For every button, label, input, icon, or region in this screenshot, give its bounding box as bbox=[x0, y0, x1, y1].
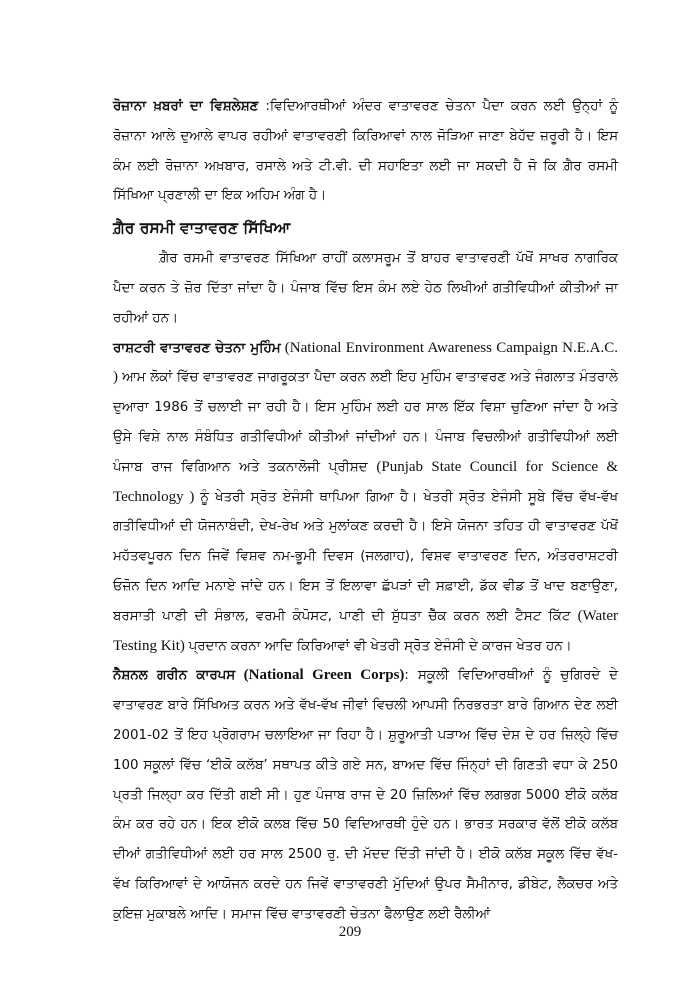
paragraph-text: ਪ੍ਰਦਾਨ ਕਰਨਾ ਆਦਿ ਕਿਰਿਆਵਾਂ ਵੀ ਖੇਤਰੀ ਸ੍ਰੋਤ ਏਜੰਸੀ ਦੇ ਕਾਰਜ ਖੇਤਰ ਹਨ। bbox=[188, 638, 572, 654]
english-term-pscst: (Punjab State Council for Science & Technology ) bbox=[113, 458, 619, 505]
english-term-neac: (National Environment Awareness Campaign N.E.A.C. ) bbox=[113, 339, 618, 386]
english-term-ngc: (National Green Corps) bbox=[235, 667, 405, 684]
term-neac: ਰਾਸ਼ਟਰੀ ਵਾਤਾਵਰਣ ਚੇਤਨਾ ਮੁਹਿੰਮ bbox=[113, 340, 281, 356]
paragraph-neac bbox=[113, 334, 618, 662]
term-daily-news-analysis: ਰੋਜ਼ਾਨਾ ਖ਼ਬਰਾਂ ਦਾ ਵਿਸ਼ਲੇਸ਼ਣ bbox=[113, 99, 259, 114]
paragraph-national-green-corps bbox=[113, 661, 618, 929]
english-term-water-testing-kit: (Water Testing Kit) bbox=[113, 607, 618, 654]
paragraph-text: ਆਮ ਲੋਕਾਂ ਵਿੱਚ ਵਾਤਾਵਰਣ ਜਾਗਰੂਕਤਾ ਪੈਦਾ ਕਰਨ ਲਈ ਇਹ ਮੁਹਿੰਮ ਵਾਤਾਵਰਣ ਅਤੇ ਜੰਗਲਾਤ ਮੰਤਰਾਲੇ ਦੁਆਰਾ 1986 ਤੋਂ ਚਲਾਈ ਜਾ ਰਹੀ ਹੈ। ਇਸ ਮੁਹਿੰਮ ਲਈ ਹਰ ਸਾਲ ਇੱਕ ਵਿਸ਼ਾ ਚੁਣਿਆ ਜਾਂਦਾ ਹੈ ਅਤੇ ਉਸੇ ਵਿਸ਼ੇ ਨਾਲ ਸੰਬੰਧਿਤ ਗਤੀਵਿਧੀਆਂ ਕੀਤੀਆਂ ਜਾਂਦੀਆਂ ਹਨ। ਪੰਜਾਬ ਵਿਚਲੀਆਂ ਗਤੀਵਿਧੀਆਂ ਲਈ ਪੰਜਾਬ ਰਾਜ ਵਿਗਿਆਨ ਅਤੇ ਤਕਨਾਲੋਜੀ ਪ੍ਰੀਸ਼ਦ bbox=[113, 370, 618, 475]
paragraph-text: ਨੂੰ ਖੇਤਰੀ ਸ੍ਰੋਤ ਏਜੰਸੀ ਥਾਪਿਆ ਗਿਆ ਹੈ। ਖੇਤਰੀ ਸ੍ਰੋਤ ਏਜੰਸੀ ਸੂਬੇ ਵਿੱਚ ਵੱਖ-ਵੱਖ ਗਤੀਵਿਧੀਆਂ ਦੀ ਯੋਜਨਾਬੰਦੀ, ਦੇਖ-ਰੇਖ ਅਤੇ ਮੁਲਾਂਕਣ ਕਰਦੀ ਹੈ। ਇਸੇ ਯੋਜਨਾ ਤਹਿਤ ਹੀ ਵਾਤਾਵਰਣ ਪੱਖੋਂ ਮਹੱਤਵਪੂਰਨ ਦਿਨ ਜਿਵੇਂ ਵਿਸ਼ਵ ਨਮ-ਭੂਮੀ ਦਿਵਸ (ਜਲਗਾਹ), ਵਿਸ਼ਵ ਵਾਤਾਵਰਣ ਦਿਨ, ਅੰਤਰਰਾਸ਼ਟਰੀ ਓਜ਼ੋਨ ਦਿਨ ਆਦਿ ਮਨਾਏ ਜਾਂਦੇ ਹਨ। ਇਸ ਤੋਂ ਇਲਾਵਾ ਛੱਪੜਾਂ ਦੀ ਸਫ਼ਾਈ, ਡੱਕ ਵੀਡ ਤੋਂ ਖਾਦ ਬਣਾਉਣਾ, ਬਰਸਾਤੀ ਪਾਣੀ ਦੀ ਸੰਭਾਲ, ਵਰਮੀ ਕੰਪੋਸਟ, ਪਾਣੀ ਦੀ ਸ਼ੁੱਧਤਾ ਚੈੱਕ ਕਰਨ ਲਈ ਟੈਸਟ ਕਿੱਟ bbox=[113, 489, 619, 624]
paragraph-text: :ਵਿਦਿਆਰਥੀਆਂ ਅੰਦਰ ਵਾਤਾਵਰਣ ਚੇਤਨਾ ਪੈਦਾ ਕਰਨ ਲਈ ਉਨ੍ਹਾਂ ਨੂੰ ਰੋਜ਼ਾਨਾ ਆਲੇ ਦੁਆਲੇ ਵਾਪਰ ਰਹੀਆਂ ਵਾਤਾਵਰਣੀ ਕਿਰਿਆਵਾਂ ਨਾਲ ਜੋੜਿਆ ਜਾਣਾ ਬੇਹੱਦ ਜ਼ਰੂਰੀ ਹੈ। ਇਸ ਕੰਮ ਲਈ ਰੋਜ਼ਾਨਾ ਅਖ਼ਬਾਰ, ਰਸਾਲੇ ਅਤੇ ਟੀ.ਵੀ. ਦੀ ਸਹਾਇਤਾ ਲਈ ਜਾ ਸਕਦੀ ਹੈ ਜੋ ਕਿ ਗ਼ੈਰ ਰਸਮੀ ਸਿੱਖਿਆ ਪ੍ਰਣਾਲੀ ਦਾ ਇਕ ਅਹਿਮ ਅੰਗ ਹੈ। bbox=[113, 99, 619, 204]
paragraph-nonformal-intro: ਗ਼ੈਰ ਰਸਮੀ ਵਾਤਾਵਰਣ ਸਿੱਖਿਆ ਰਾਹੀਂ ਕਲਾਸਰੂਮ ਤੋਂ ਬਾਹਰ ਵਾਤਾਵਰਣੀ ਪੱਖੋਂ ਸਾਖਰ ਨਾਗਰਿਕ ਪੈਦਾ ਕਰਨ ਤੇ ਜ਼ੋਰ ਦਿੱਤਾ ਜਾਂਦਾ ਹੈ। ਪੰਜਾਬ ਵਿੱਚ ਇਸ ਕੰਮ ਲਏ ਹੇਠ ਲਿਖੀਆਂ ਗਤੀਵਿਧੀਆਂ ਕੀਤੀਆਂ ਜਾ ਰਹੀਆਂ ਹਨ। bbox=[113, 251, 618, 326]
page-number: 209 bbox=[338, 924, 362, 940]
paragraph-text: : ਸਕੂਲੀ ਵਿਦਿਆਰਥੀਆਂ ਨੂੰ ਚੁਗਿਰਦੇ ਦੇ ਵਾਤਾਵਰਣ ਬਾਰੇ ਸਿੱਖਿਅਤ ਕਰਨ ਅਤੇ ਵੱਖ-ਵੱਖ ਜੀਵਾਂ ਵਿਚਲੀ ਆਪਸੀ ਨਿਰਭਰਤਾ ਬਾਰੇ ਗਿਆਨ ਦੇਣ ਲਈ 2001-02 ਤੋਂ ਇਹ ਪ੍ਰੋਗਰਾਮ ਚਲਾਇਆ ਜਾ ਰਿਹਾ ਹੈ। ਸ਼ੁਰੂਆਤੀ ਪੜਾਅ ਵਿੱਚ ਦੇਸ਼ ਦੇ ਹਰ ਜ਼ਿਲ੍ਹੇ ਵਿੱਚ 100 ਸਕੂਲਾਂ ਵਿੱਚ ‘ਈਕੋ ਕਲੱਬ’ ਸਥਾਪਤ ਕੀਤੇ ਗਏ ਸਨ, ਬਾਅਦ ਵਿੱਚ ਜਿੰਨ੍ਹਾਂ ਦੀ ਗਿਣਤੀ ਵਧਾ ਕੇ 250 ਪ੍ਰਤੀ ਜਿਲ੍ਹਾ ਕਰ ਦਿੱਤੀ ਗਈ ਸੀ। ਹੁਣ ਪੰਜਾਬ ਰਾਜ ਦੇ 20 ਜ਼ਿਲਿਆਂ ਵਿੱਚ ਲਗਭਗ 5000 ਈਕੋ ਕਲੱਬ ਕੰਮ ਕਰ ਰਹੇ ਹਨ। ਇਕ ਈਕੋ ਕਲਬ ਵਿੱਚ 50 ਵਿਦਿਆਰਥੀ ਹੁੰਦੇ ਹਨ। ਭਾਰਤ ਸਰਕਾਰ ਵੱਲੋਂ ਈਕੋ ਕਲੱਬ ਦੀਆਂ ਗਤੀਵਿਧੀਆਂ ਲਈ ਹਰ ਸਾਲ 2500 ਰੁ. ਦੀ ਮੱਦਦ ਦਿੱਤੀ ਜਾਂਦੀ ਹੈ। ਈਕੋ ਕਲੱਬ ਸਕੂਲ ਵਿੱਚ ਵੱਖ-ਵੱਖ ਕਿਰਿਆਵਾਂ ਦੇ ਆਯੋਜਨ ਕਰਦੇ ਹਨ ਜਿਵੇਂ ਵਾਤਾਵਰਣੀ ਮੁੱਦਿਆਂ ਉਪਰ ਸੈਮੀਨਾਰ, ਡੀਬੇਟ, ਲੈਕਚਰ ਅਤੇ ਕੁਇਜ਼ ਮੁਕਾਬਲੇ ਆਦਿ। ਸਮਾਜ ਵਿੱਚ ਵਾਤਾਵਰਣੀ ਚੇਤਨਾ ਫੈਲਾਉਣ ਲਈ ਰੈਲੀਆਂ bbox=[113, 668, 618, 922]
section-heading-nonformal-education: ਗ਼ੈਰ ਰਸਮੀ ਵਾਤਾਵਰਣ ਸਿੱਖਿਆ bbox=[113, 219, 291, 238]
paragraph-daily-news-analysis bbox=[113, 92, 618, 211]
term-national-green-corps: ਨੈਸ਼ਨਲ ਗਰੀਨ ਕਾਰਪਸ bbox=[113, 668, 236, 684]
